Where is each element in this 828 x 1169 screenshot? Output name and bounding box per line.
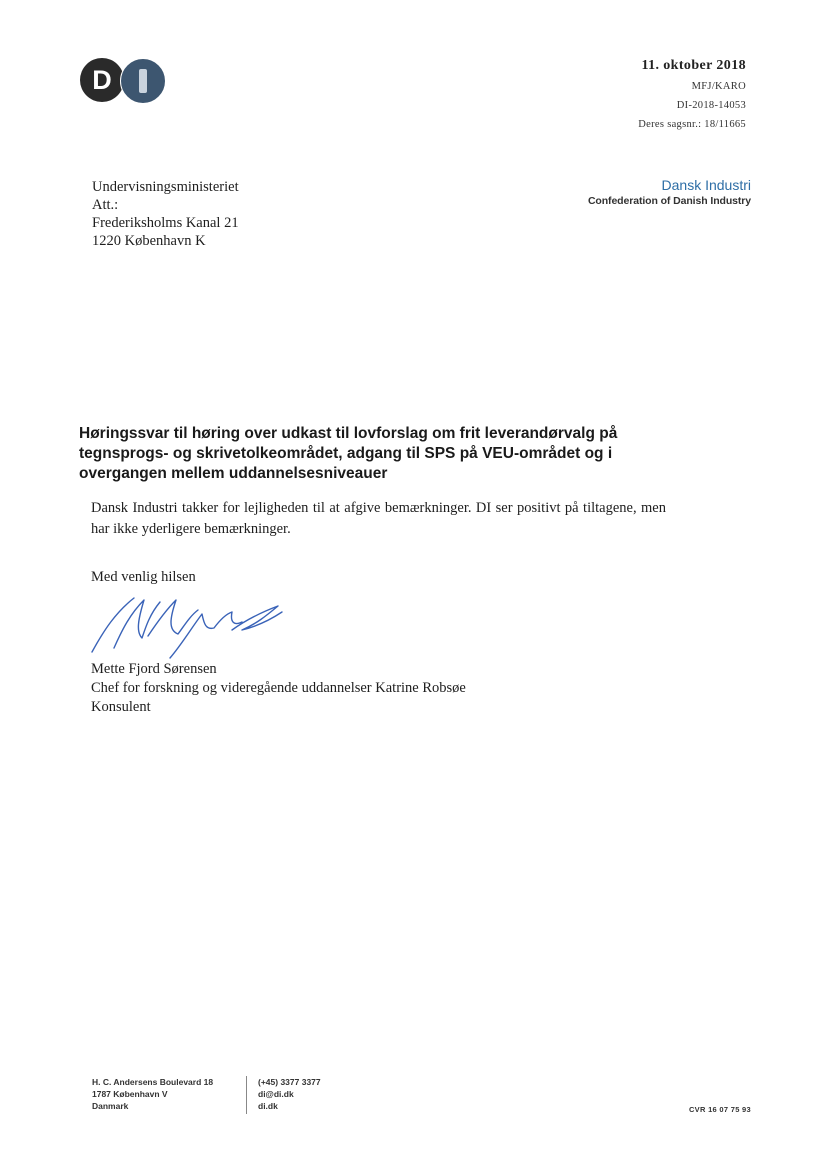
footer-website: di.dk: [258, 1101, 278, 1111]
recipient-line-3: Frederiksholms Kanal 21: [92, 215, 239, 231]
footer-contact: [258, 1076, 321, 1112]
letter-reference: DI-2018-14053: [676, 100, 746, 111]
signer-block: [91, 660, 466, 717]
footer-cvr: CVR 16 07 75 93: [688, 1105, 751, 1114]
signer-name: Mette Fjord Sørensen: [91, 661, 217, 677]
signer-title: Chef for forskning og videregående uddannelser Katrine Robsøe: [91, 680, 466, 696]
footer-address: [92, 1076, 213, 1112]
recipient-line-1: Undervisningsministeriet: [92, 179, 239, 195]
case-number: Deres sagsnr.: 18/11665: [638, 119, 746, 130]
logo-letter-d: D: [92, 64, 112, 95]
signer-role: Konsulent: [91, 699, 151, 715]
brand-subtitle: Confederation of Danish Industry: [587, 195, 751, 207]
recipient-line-4: 1220 København K: [92, 233, 206, 249]
brand-name: Dansk Industri: [661, 177, 751, 193]
brand-block: [588, 177, 751, 207]
letter-date: 11. oktober 2018: [641, 58, 746, 73]
letter-meta: [638, 58, 746, 130]
logo-i-circle: [120, 58, 166, 104]
footer-phone: (+45) 3377 3377: [258, 1077, 321, 1087]
letter-body: Dansk Industri takker for lejligheden til at afgive bemærkninger. DI ser positivt på tiltagene, men har ikke yderligere bemærkninger.: [91, 500, 666, 537]
handwritten-signature: [86, 590, 286, 660]
letter-greeting: Med venlig hilsen: [91, 569, 196, 585]
recipient-address: [92, 178, 239, 250]
footer-address-line-3: Danmark: [92, 1101, 129, 1111]
logo-letter-i: [139, 69, 147, 93]
footer-address-line-1: H. C. Andersens Boulevard 18: [92, 1077, 214, 1087]
letter-initials: MFJ/KARO: [691, 81, 746, 92]
di-logo: [80, 58, 166, 102]
logo-d-circle: [80, 58, 124, 102]
footer-divider: [246, 1076, 247, 1114]
footer-address-line-2: 1787 København V: [92, 1089, 168, 1099]
recipient-line-2: Att.:: [92, 197, 119, 213]
footer-email: di@di.dk: [258, 1089, 294, 1099]
letter-title: Høringssvar til høring over udkast til lovforslag om frit leverandørvalg på tegnsprogs- og skrivetolkeområdet, adgang til SPS på VEU-området og i overgangen mellem uddannelsesniveauer: [79, 425, 618, 482]
